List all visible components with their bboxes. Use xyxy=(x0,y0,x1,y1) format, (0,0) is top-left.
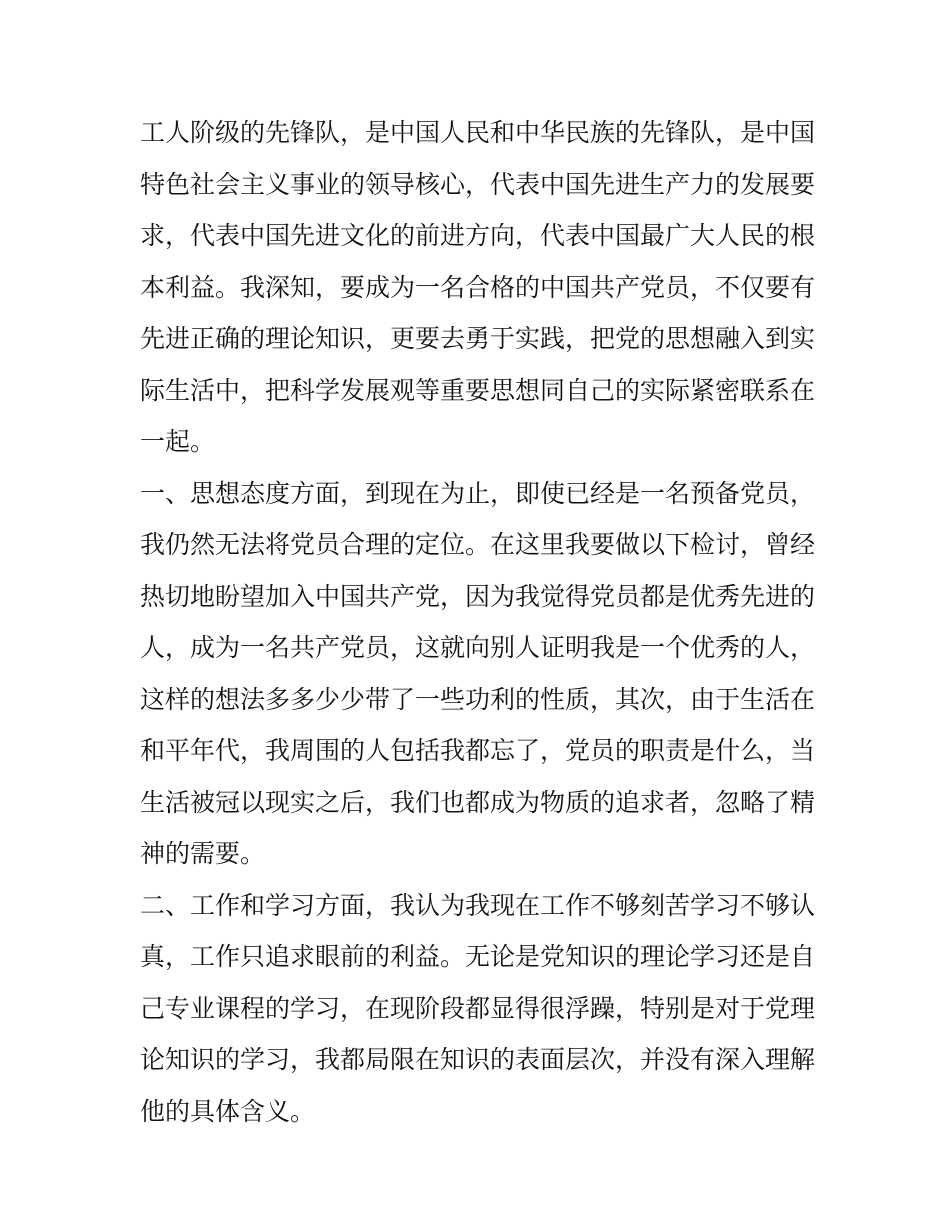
text-line: 和平年代，我周围的人包括我都忘了，党员的职责是什么，当 xyxy=(140,736,816,765)
text-line: 工人阶级的先锋队，是中国人民和中华民族的先锋队，是中国 xyxy=(140,118,816,147)
text-line: 际生活中，把科学发展观等重要思想同自己的实际紧密联系在 xyxy=(140,375,816,405)
paragraph-thought-attitude xyxy=(140,468,820,880)
text-line: 特色社会主义事业的领导核心，代表中国先进生产力的发展要 xyxy=(140,169,816,199)
text-line: 我仍然无法将党员合理的定位。在这里我要做以下检讨，曾经 xyxy=(140,530,816,559)
text-line: 一起。 xyxy=(140,427,216,456)
text-line: 热切地盼望加入中国共产党，因为我觉得党员都是优秀先进的 xyxy=(140,581,816,611)
text-line: 一、思想态度方面，到现在为止，即使已经是一名预备党员， xyxy=(140,478,816,508)
text-line: 本利益。我深知，要成为一名合格的中国共产党员，不仅要有 xyxy=(140,272,816,302)
text-line: 人，成为一名共产党员，这就向别人证明我是一个优秀的人， xyxy=(140,633,816,662)
paragraph-intro xyxy=(140,107,820,468)
text-line: 生活被冠以现实之后，我们也都成为物质的追求者，忽略了精 xyxy=(140,787,816,817)
text-line: 神的需要。 xyxy=(140,839,266,868)
text-line: 先进正确的理论知识，更要去勇于实践，把党的思想融入到实 xyxy=(140,324,816,353)
paragraph-work-study xyxy=(140,880,820,1138)
text-line: 他的具体含义。 xyxy=(140,1096,316,1126)
text-line: 二、工作和学习方面，我认为我现在工作不够刻苦学习不够认 xyxy=(140,890,816,920)
document-page xyxy=(140,107,820,1137)
text-line: 这样的想法多多少少带了一些功利的性质，其次，由于生活在 xyxy=(140,684,816,714)
text-line: 论知识的学习，我都局限在知识的表面层次，并没有深入理解 xyxy=(140,1045,816,1074)
text-line: 己专业课程的学习，在现阶段都显得很浮躁，特别是对于党理 xyxy=(140,993,816,1023)
text-line: 求，代表中国先进文化的前进方向，代表中国最广大人民的根 xyxy=(140,221,816,250)
text-line: 真，工作只追求眼前的利益。无论是党知识的理论学习还是自 xyxy=(140,942,816,971)
